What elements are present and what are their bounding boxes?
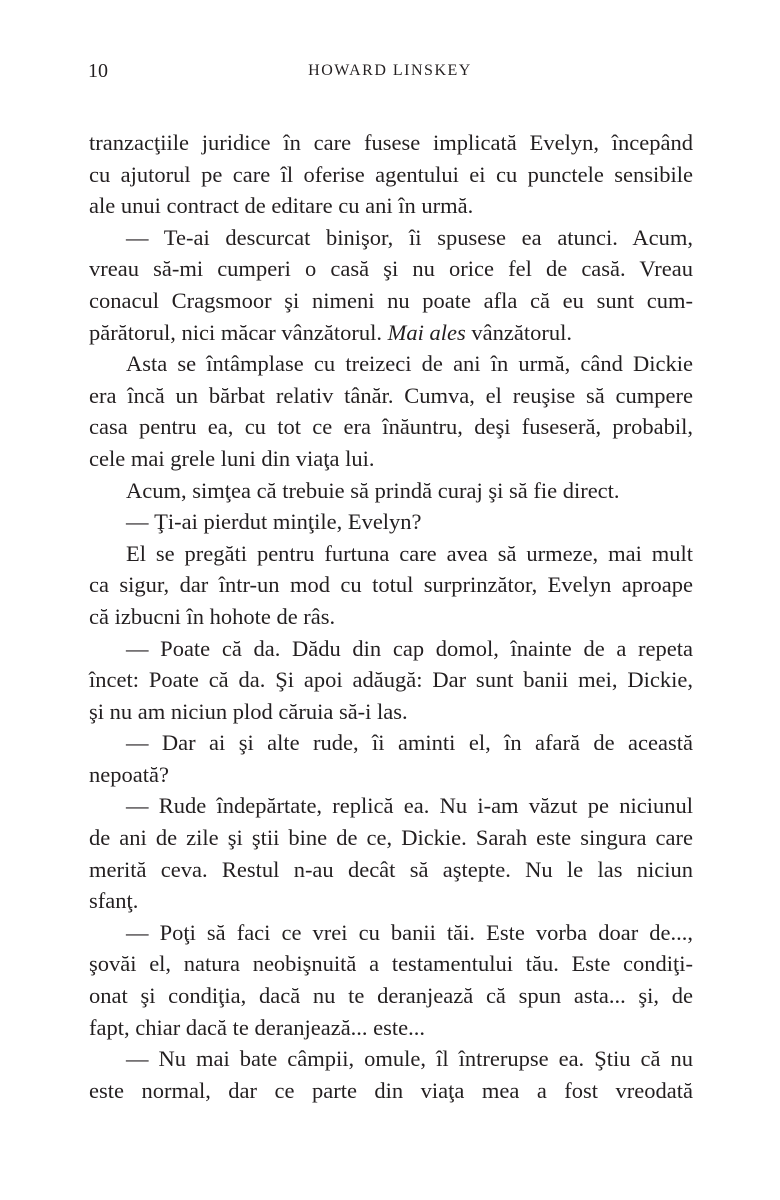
line-text: — Ţi-ai pierdut minţile, Evelyn? [126, 509, 422, 535]
text-line [89, 348, 693, 380]
text-line [89, 727, 693, 759]
line-text: — Rude îndepărtate, replică ea. Nu i-am văzut pe niciunul [126, 793, 693, 819]
line-text: — Dar ai şi alte rude, îi aminti el, în afară de această [126, 730, 693, 756]
text-line [89, 1043, 693, 1075]
line-text: — Poţi să faci ce vrei cu banii tăi. Este vorba doar de..., [126, 919, 693, 945]
line-text-after: vânzătorul. [465, 319, 572, 345]
text-line [89, 790, 693, 822]
line-text: casa pentru ea, cu tot ce era înăuntru, deşi fuseseră, probabil, [89, 414, 693, 440]
line-text: Asta se întâmplase cu treizeci de ani în urmă, când Dickie [126, 351, 693, 377]
line-text: cu ajutorul pe care îl oferise agentului ei cu punctele sensibile [89, 161, 693, 187]
line-text: părătorul, nici măcar vânzătorul. [89, 319, 388, 345]
text-line [89, 948, 693, 980]
line-text: sfanţ. [89, 888, 139, 914]
text-line [89, 285, 693, 317]
text-line [89, 411, 693, 443]
text-line [89, 222, 693, 254]
line-text: — Poate că da. Dădu din cap domol, înainte de a repeta [126, 635, 693, 661]
line-text: nepoată? [89, 761, 169, 787]
line-text: El se pregăti pentru furtuna care avea să urmeze, mai mult [126, 540, 693, 566]
line-text: tranzacţiile juridice în care fusese implicată Evelyn, începând [89, 130, 693, 155]
line-text: — Nu mai bate câmpii, omule, îl întrerupse ea. Ştiu că nu [126, 1046, 693, 1072]
line-text: este normal, dar ce parte din viaţa mea a fost vreodată [89, 1077, 693, 1103]
text-line [89, 664, 693, 696]
text-line [89, 1012, 693, 1044]
line-text: încet: Poate că da. Şi apoi adăugă: Dar sunt banii mei, Dickie, [89, 667, 693, 693]
text-line [89, 253, 693, 285]
line-text: fapt, chiar dacă te deranjează... este... [89, 1014, 426, 1040]
text-line [89, 633, 693, 665]
text-line [89, 127, 693, 159]
text-line [89, 569, 693, 601]
text-line [89, 822, 693, 854]
line-text: — Te-ai descurcat binişor, îi spusese ea atunci. Acum, [126, 224, 693, 250]
text-line [89, 1075, 693, 1107]
text-line [89, 159, 693, 191]
text-line [89, 759, 693, 791]
line-text: şi nu am niciun plod căruia să-i las. [89, 698, 408, 724]
text-line [89, 696, 693, 728]
text-line [89, 538, 693, 570]
line-text: conacul Cragsmoor şi nimeni nu poate afla că eu sunt cum- [89, 287, 693, 313]
text-line [89, 443, 693, 475]
line-text: Acum, simţea că trebuie să prindă curaj şi să fie direct. [126, 477, 620, 503]
line-text: că izbucni în hohote de râs. [89, 603, 336, 629]
line-text: şovăi el, natura neobişnuită a testamentului tău. Este condiţi- [89, 951, 693, 977]
line-text: ca sigur, dar într-un mod cu totul surprinzător, Evelyn aproape [89, 572, 693, 598]
line-text: onat şi condiţia, dacă nu te deranjează că spun asta... şi, de [89, 983, 693, 1009]
line-text: vreau să-mi cumperi o casă şi nu orice fel de casă. Vreau [89, 256, 693, 282]
text-line [89, 475, 693, 507]
page-number: 10 [88, 60, 108, 82]
line-text: ale unui contract de editare cu ani în urmă. [89, 193, 474, 219]
line-text: cele mai grele luni din viaţa lui. [89, 445, 375, 471]
text-line [89, 380, 693, 412]
line-text: de ani de zile şi ştii bine de ce, Dickie. Sarah este singura care [89, 825, 693, 851]
text-line [89, 917, 693, 949]
running-head-author: HOWARD LINSKEY [308, 62, 472, 79]
text-line [89, 317, 693, 349]
text-line [89, 854, 693, 886]
text-line [89, 885, 693, 917]
text-line [89, 980, 693, 1012]
line-text: merită ceva. Restul n-au decât să aştepte. Nu le las niciun [89, 856, 693, 882]
line-text: era încă un bărbat relativ tânăr. Cumva, el reuşise să cumpere [89, 382, 693, 408]
text-line [89, 601, 693, 633]
text-line [89, 506, 693, 538]
text-line [89, 190, 693, 222]
body-text [89, 127, 693, 1106]
italic-emphasis: Mai ales [387, 319, 466, 345]
